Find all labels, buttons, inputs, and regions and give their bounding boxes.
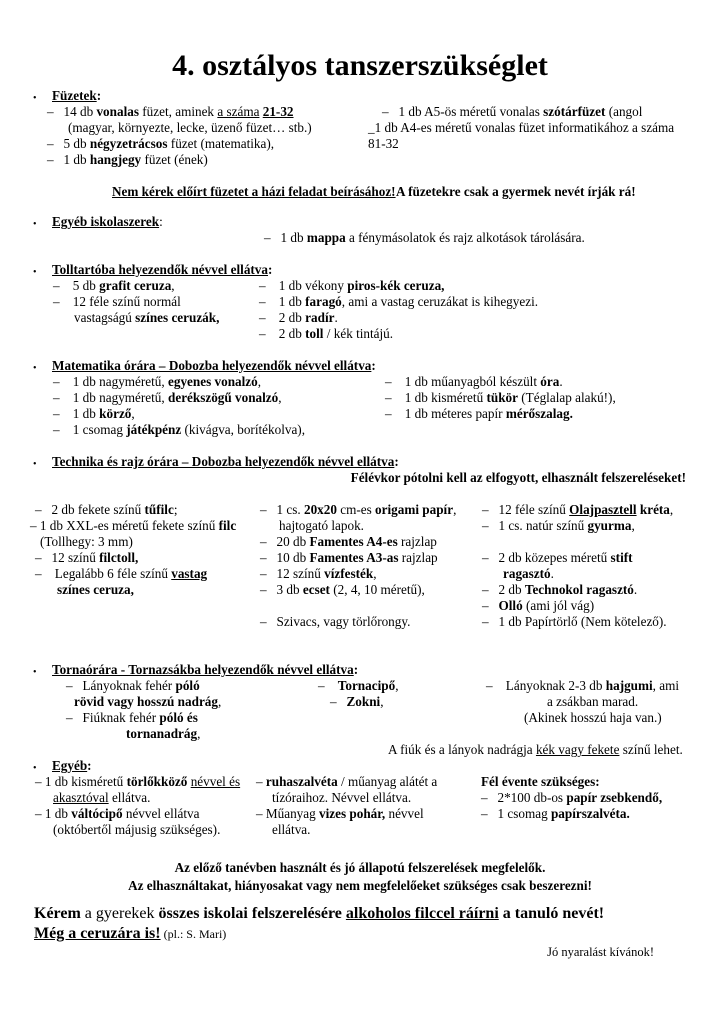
list-item: – 12 féle színű normál [53,294,181,309]
notice-text: Nem kérek előírt füzetet a házi feladat beírásához! [112,184,396,199]
bullet: • [33,763,37,774]
list-item-note: tízóraihoz. Névvel ellátva. [272,790,412,805]
bullet: • [33,459,37,470]
list-item-note: (magyar, környezte, lecke, üzenő füzet… stb.) [68,120,312,135]
list-item: – Szivacs, vagy törlőrongy. [260,614,411,629]
farewell-text: Jó nyaralást kívánok! [547,945,654,959]
list-item-note: 81-32 [368,136,399,151]
list-subheading: Fél évente szükséges: [481,774,600,789]
bullet: • [33,363,37,374]
footer-request: Még a ceruzára is! (pl.: S. Mari) [34,925,227,942]
list-item: – 1 db XXL-es méretű fekete színű filc [30,518,237,533]
list-item: – 1 db kisméretű törlőkköző névvel és [35,774,241,789]
page-title: 4. osztályos tanszerszükséglet [172,49,548,82]
list-item: – 20 db Famentes A4-es rajzlap [260,534,437,549]
list-item: – Lányoknak fehér póló [66,678,200,693]
list-item: – Lányoknak 2-3 db hajgumi, ami [486,678,680,693]
list-item: – 2 db fekete színű tűfilc; [35,502,178,517]
list-item-note: ellátva. [272,822,311,837]
section-heading-matematika: Matematika órára – Dobozba helyezendők névvel ellátva: [52,358,376,373]
footer-line: Az elhasználtakat, hiányosakat vagy nem megfelelőeket szükséges csak beszerezni! [128,878,592,893]
footer-request: Kérem a gyerekek összes iskolai felszerelésére alkoholos filccel ráírni a tanuló nevét! [34,905,605,922]
list-item: – 1 cs. 20x20 cm-es origami papír, [260,502,457,517]
list-item: rövid vagy hosszú nadrág, [74,694,222,709]
list-item: – 2*100 db-os papír zsebkendő, [481,790,663,805]
list-item: – 1 db műanyagból készült óra. [385,374,563,389]
list-item: – 1 db váltócipő névvel ellátva [35,806,200,821]
bullet: • [33,667,37,678]
list-item: – Tornacipő, [318,678,399,693]
list-item-note: a zsákban marad. [547,694,639,709]
list-item: – 2 db közepes méretű stift [482,550,633,565]
list-item: – 1 db méteres papír mérőszalag. [385,406,573,421]
list-item: – 1 db hangjegy füzet (ének) [47,152,208,167]
list-item: – 1 db körző, [53,406,135,421]
bullet: • [33,267,37,278]
list-item: – 1 db kisméretű tükör (Téglalap alakú!), [385,390,616,405]
list-item-note: hajtogató lapok. [279,518,364,533]
list-item-note: (októbertől májusig szükséges). [53,822,221,837]
bullet: • [33,219,37,230]
section-heading-egyeb: Egyéb: [52,758,92,773]
notice-text: A fiúk és a lányok nadrágja kék vagy fekete színű lehet. [388,742,683,757]
list-item: – ruhaszalvéta / műanyag alátét a [256,774,438,789]
list-item: – Zokni, [330,694,384,709]
list-item: – Műanyag vizes pohár, névvel [256,806,424,821]
section-heading-fuzetek: Füzetek: [52,88,102,103]
section-heading-technika: Technika és rajz órára – Dobozba helyezendők névvel ellátva: [52,454,399,469]
list-item: – 2 db Technokol ragasztó. [482,582,638,597]
list-item: vastagságú színes ceruzák, [74,310,220,325]
list-item: – 10 db Famentes A3-as rajzlap [260,550,438,565]
list-item: akasztóval ellátva. [53,790,151,805]
list-item: – 3 db ecset (2, 4, 10 méretű), [260,582,425,597]
notice-text: A füzetekre csak a gyermek nevét írják rá! [396,184,636,199]
list-item: _1 db A4-es méretű vonalas füzet informatikához a száma [368,120,675,135]
list-item: színes ceruza, [57,582,134,597]
list-item: tornanadrág, [126,726,201,741]
list-item: – 12 féle színű Olajpasztell kréta, [482,502,674,517]
list-item-note: (Tollhegy: 3 mm) [40,534,133,549]
list-item-note: (Akinek hosszú haja van.) [524,710,662,725]
bullet: • [33,93,37,104]
list-item: – 1 cs. natúr színű gyurma, [482,518,635,533]
list-item: – 1 db mappa a fénymásolatok és rajz alkotások tárolására. [264,230,585,245]
list-item: – 1 db faragó, ami a vastag ceruzákat is kihegyezi. [259,294,539,309]
list-item: – 5 db négyzetrácsos füzet (matematika), [47,136,275,151]
list-item: – 1 db vékony piros-kék ceruza, [259,278,445,293]
list-item: – 2 db toll / kék tintájú. [259,326,394,341]
list-item: – 14 db vonalas füzet, aminek a száma 21-32 [47,104,294,119]
list-item: – 1 csomag papírszalvéta. [481,806,630,821]
list-item: – Olló (ami jól vág) [482,598,595,613]
section-heading-tolltarto: Tolltartóba helyezendők névvel ellátva: [52,262,273,277]
list-item: – 1 db Papírtörlő (Nem kötelező). [482,614,667,629]
list-item: – 5 db grafit ceruza, [53,278,175,293]
list-item: – 1 db nagyméretű, egyenes vonalzó, [53,374,262,389]
list-item: – 1 db A5-ös méretű vonalas szótárfüzet (angol [382,104,643,119]
section-heading-torna: Tornaórára - Tornazsákba helyezendők névvel ellátva: [52,662,359,677]
list-item: – 12 színű vízfesték, [260,566,377,581]
list-item: – 1 db nagyméretű, derékszögű vonalzó, [53,390,282,405]
list-item: ragasztó. [503,566,554,581]
footer-line: Az előző tanévben használt és jó állapotú felszerelések megfelelők. [174,860,546,875]
list-item: – 1 csomag játékpénz (kivágva, borítékolva), [53,422,305,437]
notice-text: Félévkor pótolni kell az elfogyott, elhasznált felszereléseket! [350,470,686,485]
list-item: – Fiúknak fehér póló és [66,710,198,725]
list-item: – 12 színű filctoll, [35,550,139,565]
list-item: – Legalább 6 féle színű vastag [35,566,208,581]
list-item: – 2 db radír. [259,310,338,325]
section-heading-iskolaszerek: Egyéb iskolaszerek: [52,214,163,229]
